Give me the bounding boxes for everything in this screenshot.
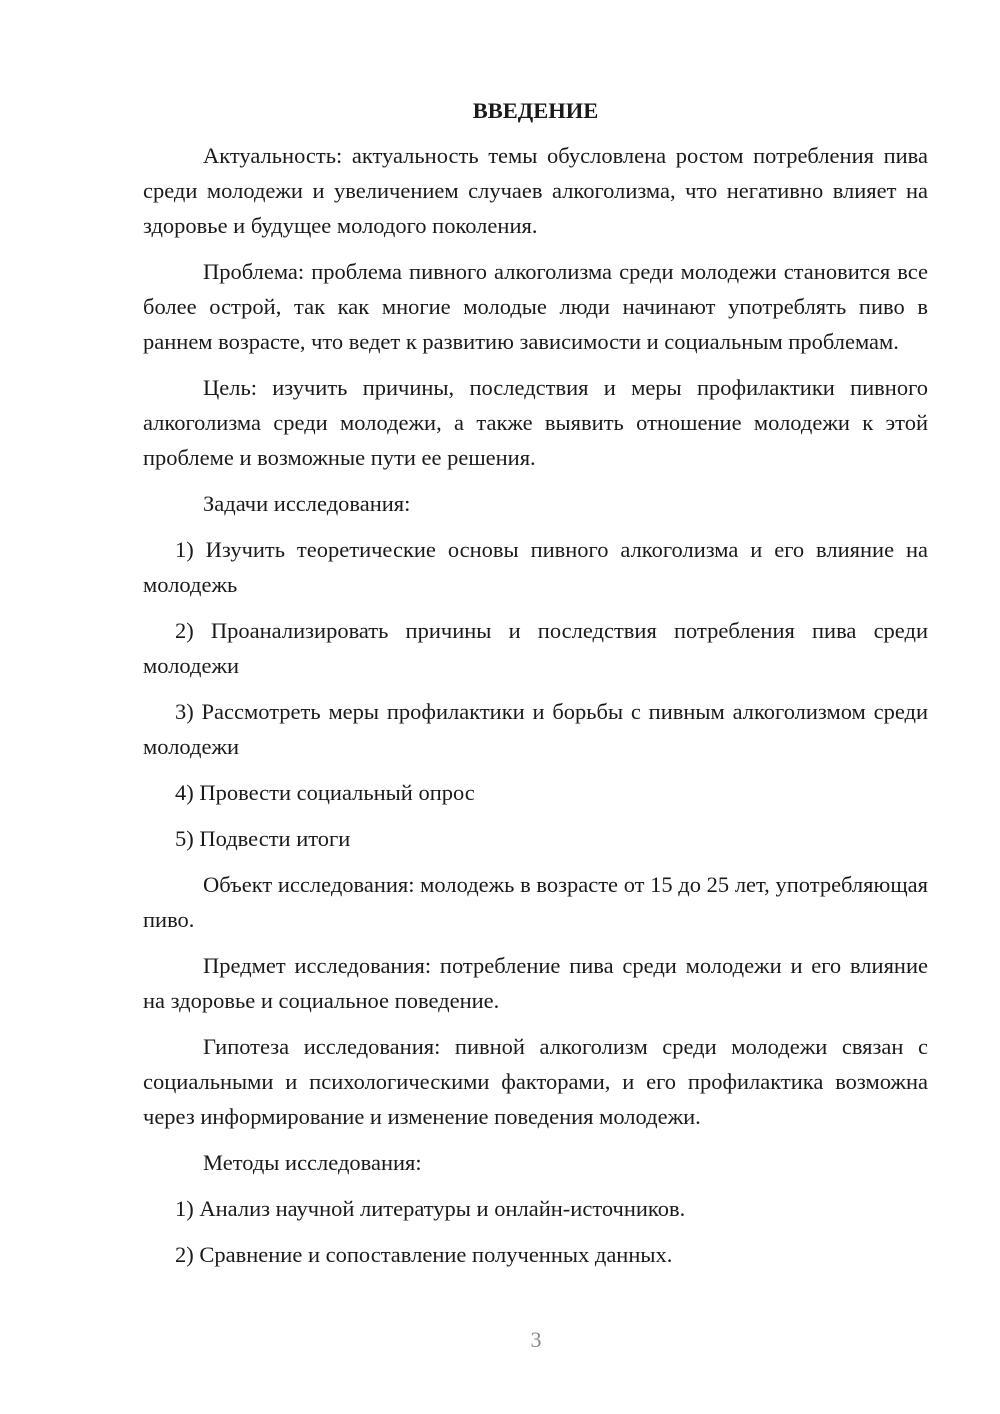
object-paragraph: Объект исследования: молодежь в возрасте от 15 до 25 лет, употребляющая пиво. bbox=[143, 872, 928, 932]
task-item: 5) Подвести итоги bbox=[175, 826, 351, 851]
section-title: ВВЕДЕНИЕ bbox=[472, 98, 599, 123]
relevance-paragraph: Актуальность: актуальность темы обусловлена ростом потребления пива среди молодежи и увеличением случаев алкоголизма, что негативно влияет на здоровье и будущее молодого поколения. bbox=[143, 143, 928, 238]
method-item: 1) Анализ научной литературы и онлайн-источников. bbox=[175, 1196, 686, 1221]
goal-paragraph: Цель: изучить причины, последствия и меры профилактики пивного алкоголизма среди молодежи, а также выявить отношение молодежи к этой проблеме и возможные пути ее решения. bbox=[143, 375, 928, 470]
hypothesis-paragraph: Гипотеза исследования: пивной алкоголизм среди молодежи связан с социальными и психологическими факторами, и его профилактика возможна через информирование и изменение поведения молодежи. bbox=[143, 1034, 928, 1129]
subject-paragraph: Предмет исследования: потребление пива среди молодежи и его влияние на здоровье и социальное поведение. bbox=[143, 953, 928, 1013]
problem-paragraph: Проблема: проблема пивного алкоголизма среди молодежи становится все более острой, так как многие молодые люди начинают употреблять пиво в раннем возрасте, что ведет к развитию зависимости и социальным проблемам. bbox=[143, 259, 928, 354]
task-item: 3) Рассмотреть меры профилактики и борьбы с пивным алкоголизмом среди молодежи bbox=[143, 699, 928, 759]
task-item: 2) Проанализировать причины и последствия потребления пива среди молодежи bbox=[143, 618, 928, 678]
methods-heading: Методы исследования: bbox=[203, 1150, 422, 1175]
task-item: 4) Провести социальный опрос bbox=[175, 780, 475, 805]
page-number: 3 bbox=[530, 1327, 542, 1352]
tasks-heading: Задачи исследования: bbox=[203, 491, 411, 516]
page-content bbox=[143, 93, 928, 1283]
task-item: 1) Изучить теоретические основы пивного алкоголизма и его влияние на молодежь bbox=[143, 537, 928, 597]
method-item: 2) Сравнение и сопоставление полученных данных. bbox=[175, 1242, 673, 1267]
